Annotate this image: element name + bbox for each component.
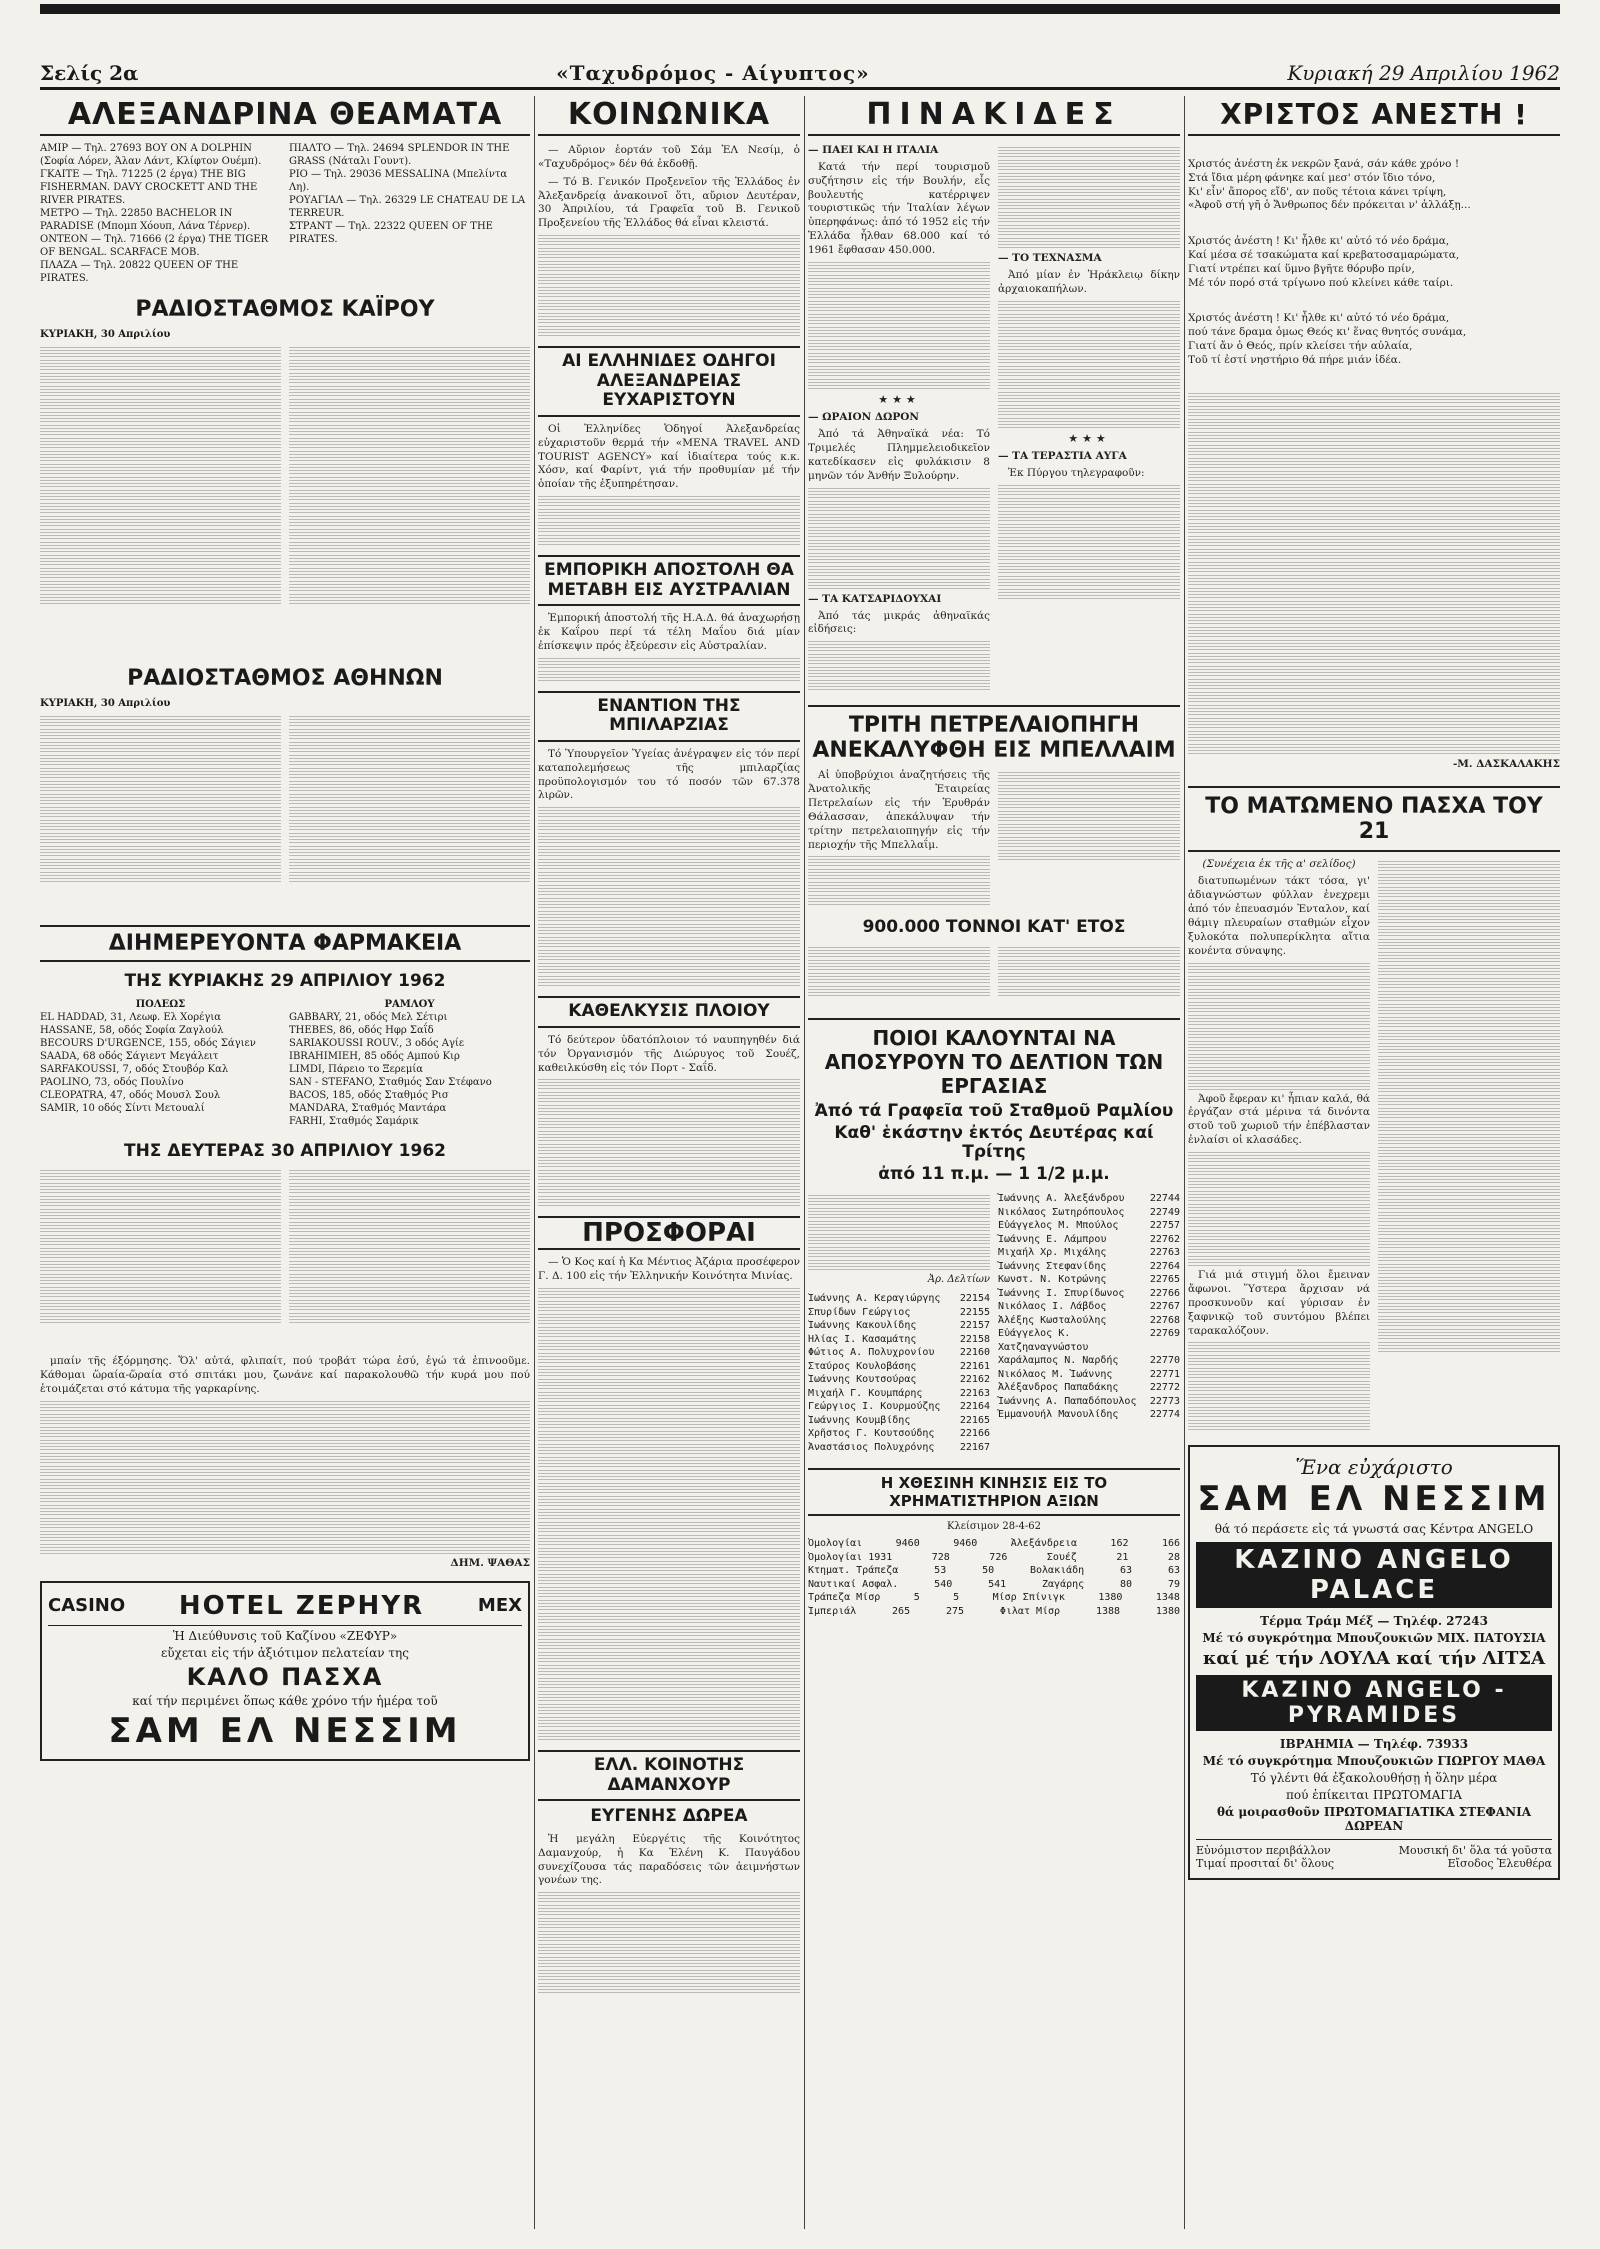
labor-row: Κωνστ. Ν. Κοτρώνης 22765 <box>998 1274 1180 1286</box>
ad-angelo-addr2: ΙΒΡΑΗΜΙΑ — Τηλέφ. 73933 <box>1279 1737 1469 1752</box>
labor-row: Χαράλαμπος Ν. Ναρδής 22770 <box>998 1355 1180 1367</box>
bilharzia-heading: ΕΝΑΝΤΙΟΝ ΤΗΣ ΜΠΙΛΑΡΖΙΑΣ <box>538 691 800 742</box>
oil-tons: 900.000 ΤΟΝΝΟΙ ΚΑΤ' ΕΤΟΣ <box>862 917 1126 938</box>
story-text: Γιά μιά στιγμή ὅλοι ἔμειναν ἄφωνοι. Ὕστερα ἄρχισαν νά προσκυνοῦν καί γύρισαν ἐν ξαφνικῷ τοῦ συντόμου βλέπει ταρακαλόζουν. <box>1188 1269 1370 1337</box>
pharmacy-entry: MANDARA, Σταθμός Μαντάρα <box>289 1102 447 1114</box>
community-subheading: ΕΥΓΕΝΗΣ ΔΩΡΕΑ <box>590 1806 748 1827</box>
ad-angelo-orch1b: καί μέ τήν ΛΟΥΛΑ καί τήν ΛΙΤΣΑ <box>1202 1648 1546 1670</box>
labor-row: Ἰωάννης Κακουλίδης 22157 <box>808 1320 990 1332</box>
labor-row: Ἀναστάσιος Πολυχρόνης 22167 <box>808 1441 990 1453</box>
cinema-list-right <box>289 142 530 285</box>
labor-sub3: ἀπό 11 π.μ. — 1 1/2 μ.μ. <box>878 1163 1110 1184</box>
labor-row: Ἐμμανουήλ Μανουλίδης 22774 <box>998 1409 1180 1421</box>
poem-stanza: Χριστός ἀνέστη ! Κι' ἦλθε κι' αὐτό τό νέο δράμα, Καί μέσα σέ τσακώματα καί κρεβατοσαμαρώματα, Γιατί ντρέπει καί ὕμνο βγῆτε θόρυβο πρίν, Μέ τόν πορό στά τρίγωνο πού κλείνει κάθε ταίρι. <box>1188 235 1460 289</box>
stock-row: Κτηματ. Τράπεζα 53 50 Βολακιάδη 63 63 <box>808 1565 1180 1577</box>
poem-author: -Μ. ΔΑΣΚΑΛΑΚΗΣ <box>1452 757 1560 770</box>
labor-sub1: Ἀπό τά Γραφεῖα τοῦ Σταθμοῦ Ραμλίου <box>814 1100 1174 1121</box>
social-notice: — Αὔριον ἑορτάν τοῦ Σάμ ἘΛ Νεσίμ, ὁ «Ταχυδρόμος» δέν θά ἐκδοθῇ. <box>538 144 800 170</box>
pharmacy-list-ramleh <box>289 998 530 1128</box>
gift-text: Ἀπό τά Ἀθηναϊκά νέα: Τό Τριμελές Πλημμελειοδικεῖον κατεδίκασεν εἰς φυλάκισιν 8 μηνῶν τόν Ἀνθήν Ξυλούρην. <box>808 428 990 482</box>
story-text: Ἀφοῦ ἔφεραν κι' ἦπιαν καλά, θά ἐργάζαν στά μέρινα τά δινόντα στοῦ τοῦ χωριοῦ τήν ἐπέβλασταν ἐνλαίσι οἱ κλασάδες. <box>1188 1092 1370 1147</box>
offers-heading: ΠΡΟΣΦΟΡΑΙ <box>538 1216 800 1250</box>
ad-angelo-orch1: Μέ τό συγκρότημα Μπουζουκιῶν ΜΙΧ. ΠΑΤΟΥΣΙΑ <box>1202 1631 1546 1646</box>
column-notes <box>808 96 1180 2226</box>
column-rule <box>534 96 535 2229</box>
pharmacies-heading: ΔΙΗΜΕΡΕΥΟΝΤΑ ΦΑΡΜΑΚΕΙΑ <box>40 925 530 962</box>
pharmacy-entry: PAOLINO, 73, οδός Πουλίνο <box>40 1076 184 1088</box>
labor-sub2: Καθ' ἑκάστην ἐκτός Δευτέρας καί Τρίτης <box>834 1122 1154 1163</box>
labor-row: Μιχαήλ Γ. Κουμπάρης 22163 <box>808 1387 990 1399</box>
cinema-listing: ΑΜΙΡ — Τηλ. 27693 BOY ON A DOLPHIN (Σοφία Λόρεν, Άλαν Λάντ, Κλίφτον Ουέμπ). <box>40 143 262 167</box>
oil-heading-2: ΑΝΕΚΑΛΥΦΘΗ ΕΙΣ ΜΠΕΛΛΑΙΜ <box>812 738 1176 764</box>
stock-date: Κλείσιμον 28-4-62 <box>946 1521 1041 1533</box>
stock-row: Ναυτικαί Ασφαλ. 540 541 Ζαγάρης 80 79 <box>808 1578 1180 1590</box>
ad-angelo-foot: Εἴσοδος Ἐλευθέρα <box>1447 1857 1552 1871</box>
ship-heading: ΚΑΘΕΛΚΥΣΙΣ ΠΛΟΙΟΥ <box>538 996 800 1028</box>
labor-names-list-b <box>998 1192 1180 1454</box>
labor-row: Νικόλαος Ι. Λάβδος 22767 <box>998 1301 1180 1313</box>
easter-sketch-text: μπαίν τῆς έξόρμησης. Ὅλ' αὐτά, φλιπαίτ, πού τροβάτ τώρα ἐσύ, ἐγώ τά ἐπινοοῦμε. Κάθομαι ὥραία-ὥραία στό σπιτάκι μου, ζωνάνε καί παρακολουθῶ τήν κυρά μου πού ἑτοιμάζεται στό κάτυμα τῆς γαρκαρίνης. <box>40 1355 530 1395</box>
labor-row: Φώτιος Α. Πολυχρονίου 22160 <box>808 1347 990 1359</box>
labor-row: Εὐάγγελος Μ. Μπούλος 22757 <box>998 1220 1180 1232</box>
ad-zephyr-line1: Ἡ Διεύθυνσις τοῦ Καζίνου «ΖΕΦΥΡ» <box>172 1628 398 1643</box>
column-rule <box>804 96 805 2229</box>
column-easter <box>1188 96 1560 2226</box>
separator-stars: ★★★ <box>1068 431 1110 445</box>
ad-angelo-sub: θά τό περάσετε εἰς τά γνωστά σας Κέντρα ANGELO <box>1214 1522 1534 1537</box>
easter-poem <box>1188 144 1560 390</box>
katsar-text: Ἀπό τάς μικράς ἀθηναϊκάς εἰδήσεις: <box>808 609 990 636</box>
labor-row: Νικόλαος Μ. Ἰωάννης 22771 <box>998 1368 1180 1380</box>
top-rule <box>40 4 1560 14</box>
eggs-subheading: Ἐκ Πύργου τηλεγραφοῦν: <box>1008 466 1145 479</box>
pharmacy-list-city <box>40 998 281 1128</box>
stock-row: Τράπεζα Μίσρ 5 5 Μίσρ Σπίνιγκ 1380 1348 <box>808 1592 1180 1604</box>
story-continuation: (Συνέχεια ἐκ τῆς α' σελίδος) <box>1202 857 1356 870</box>
labor-row: Ἰωάννης Α. Ἀλεξάνδρου 22744 <box>998 1193 1180 1205</box>
pharmacy-monday-list <box>40 1167 530 1347</box>
guides-text: Οἱ Ἑλληνίδες Ὁδηγοί Ἀλεξανδρείας εὐχαριστοῦν θερμά τήν «MENA TRAVEL AND TOURIST AGENCY» καί ἰδιαίτερα τούς κ.κ. Χόσν, καί Φαρίντ, γιά τήν προθυμίαν μέ τήν ὁποίαν τῆς ἐξυπηρέτησαν. <box>538 422 800 491</box>
pharmacy-entry: EL HADDAD, 31, Λεωφ. Ελ Χορέγια <box>40 1011 222 1023</box>
cinema-listing: ΜΕΤΡΟ — Τηλ. 22850 BACHELOR IN PARADISE (Μπομπ Χόουπ, Λάνα Τέρνερ). <box>40 208 251 232</box>
radio-athens-day: ΚΥΡΙΑΚΗ, 30 Απριλίου <box>40 698 171 709</box>
ad-zephyr-holiday: ΣΑΜ ΕΛ ΝΕΣΣΙΜ <box>108 1710 462 1751</box>
district-label: ΠΟΛΕΩΣ <box>135 998 186 1010</box>
ad-angelo-brand1: ΚΑΖΙΝΟ ANGELO PALACE <box>1196 1542 1552 1608</box>
labor-row: Ἠλίας Ι. Κασαμάτης 22158 <box>808 1333 990 1345</box>
cinema-listing: ΟΝΤΕΟΝ — Τηλ. 71666 (2 έργα) THE TIGER OF BENGAL. SCARFACE MOB. <box>40 234 269 258</box>
column-rule <box>1184 96 1185 2229</box>
ad-zephyr-casino: CASINO <box>48 1595 126 1617</box>
ad-zephyr-brand: HOTEL ZEPHYR <box>178 1590 425 1621</box>
entertainment-title: ΑΛΕΞΑΝΔΡΙΝΑ ΘΕΑΜΑΤΑ <box>40 96 530 136</box>
ad-angelo <box>1188 1445 1560 1880</box>
katsar-heading: — ΤΑ ΚΑΤΣΑΡΙΔΟΥΧΑΙ <box>808 592 942 605</box>
story-text: διατυπωμένων τάκτ τόσα, γι' ἀδιαγνώστων φύλλαν ἐνεχρεμι ἀπό τόν ἐπευασμόν Ἐνταλον, καί θάμιγ πλευραίων σταθμών εἶχον ξυλοκότα πολυπερίκλητα αἴτια κονέντα σύναψης. <box>1188 875 1370 957</box>
labor-row: Ἰωάννης Κουτσούρας 22162 <box>808 1374 990 1386</box>
ad-angelo-orch2b: Τό γλέντι θά ἐξακολουθήσῃ ἡ ὅλην μέρα <box>1250 1771 1498 1786</box>
stock-heading: Η ΧΘΕΣΙΝΗ ΚΙΝΗΣΙΣ ΕΙΣ ΤΟ ΧΡΗΜΑΤΙΣΤΗΡΙΟΝ ΑΞΙΩΝ <box>808 1468 1180 1516</box>
radio-athens-heading: ΡΑΔΙΟΣΤΑΘΜΟΣ ΑΘΗΝΩΝ <box>127 666 443 691</box>
labor-row: Χρῆστος Γ. Κουτσούδης 22166 <box>808 1428 990 1440</box>
notes-title: ΠΙΝΑΚΙΔΕΣ <box>808 96 1180 136</box>
ad-hotel-zephyr <box>40 1581 530 1761</box>
community-heading: ΕΛΛ. ΚΟΙΝΟΤΗΣ ΔΑΜΑΝΧΟΥΡ <box>538 1750 800 1801</box>
oil-text: Αἱ ὑποβρύχιοι ἀναζητήσεις τῆς Ἀνατολικῆς Ἑταιρείας Πετρελαίων εἰς τήν Ἐρυθράν Θάλασσαν, ἀπεκάλυψαν τήν τρίτην πετρελαιοπηγήν εἰς τήν περιοχήν τῆς Μπελλαΐμ. <box>808 769 990 851</box>
trade-heading: ΕΜΠΟΡΙΚΗ ΑΠΟΣΤΟΛΗ ΘΑ ΜΕΤΑΒΗ ΕΙΣ ΑΥΣΤΡΑΛΙΑΝ <box>538 555 800 606</box>
pharmacy-entry: THEBES, 86, οδός Ηφρ Σαΐδ <box>289 1024 434 1036</box>
ad-angelo-foot: Μουσική δι' ὅλα τά γοῦστα <box>1398 1844 1552 1858</box>
radio-cairo-heading: ΡΑΔΙΟΣΤΑΘΜΟΣ ΚΑΪΡΟΥ <box>135 297 435 322</box>
offers-text: — Ὁ Κος καί ἡ Κα Μέντιος Ἀζάρια προσέφερον Γ. Δ. 100 εἰς τήν Ἑλληνικήν Κοινότητα Μινίας. <box>538 1256 800 1283</box>
ad-angelo-foot: Τιμαί προσιταί δι' ὅλους <box>1196 1857 1335 1871</box>
stock-row: Ὀμολογίαι 1931 728 726 Σουέζ 21 28 <box>808 1551 1180 1563</box>
district-label: ΡΑΜΛΟΥ <box>384 998 435 1010</box>
labor-row: Μιχαήλ Χρ. Μιχάλης 22763 <box>998 1247 1180 1259</box>
cinema-listing: ΓΚΑΙΤΕ — Τηλ. 71225 (2 έργα) THE BIG FISHERMAN. DAVY CROCKETT AND THE RIVER PIRATES. <box>40 169 258 206</box>
guides-heading: ΑΙ ΕΛΛΗΝΙΔΕΣ ΟΔΗΓΟΙ ΑΛΕΞΑΝΔΡΕΙΑΣ ΕΥΧΑΡΙΣΤΟΥΝ <box>538 346 800 417</box>
ad-zephyr-greeting: ΚΑΛΟ ΠΑΣΧΑ <box>186 1662 384 1691</box>
italy-text: Κατά τήν περί τουρισμοῦ συζήτησιν εἰς τήν Βουλήν, εἷς βουλευτής κατέρριψεν τουριστικῶς τήν Ἰταλίαν λέγων ὑπερηφάνως: ἀπό τό 1952 εἰς τήν Ἑλλάδα ἦλθαν 68.000 καί τό 1961 ἔφθασαν 450.000. <box>808 160 990 257</box>
bilharzia-text: Τό Ὑπουργεῖον Ὑγείας ἀνέγραψεν εἰς τόν περί καταπολεμήσεως τῆς μπιλαρζίας προϋπολογισμόν του τό ποσόν τῶν 67.378 λιρῶν. <box>538 747 800 802</box>
labor-row: Ἰωάννης Α. Κεραγιώργης 22154 <box>808 1293 990 1305</box>
labor-row: Σπυρίδων Γεώργιος 22155 <box>808 1306 990 1318</box>
pharmacy-entry: CLEOPATRA, 47, οδός Μουσλ Σουλ <box>40 1089 221 1101</box>
labor-row: Ἰωάννης Ε. Λάμπρου 22762 <box>998 1233 1180 1245</box>
pharmacy-entry: IBRAHIMIEH, 85 οδός Αμπού Κιρ <box>289 1050 460 1062</box>
labor-heading: ΠΟΙΟΙ ΚΑΛΟΥΝΤΑΙ ΝΑ ΑΠΟΣΥΡΟΥΝ ΤΟ ΔΕΛΤΙΟΝ ΤΩΝ ΕΡΓΑΣΙΑΣ <box>808 1018 1180 1098</box>
ad-zephyr-line2: εὔχεται εἰς τήν ἀξιότιμον πελατείαν της <box>161 1645 409 1660</box>
ad-zephyr-location: MEX <box>477 1595 522 1617</box>
labor-row: Ἀλέξανδρος Παπαδάκης 22772 <box>998 1382 1180 1394</box>
stock-row: Ὀμολογίαι 9460 9460 Ἀλεξάνδρεια 162 166 <box>808 1538 1180 1550</box>
ad-angelo-addr1: Τέρμα Τράμ Μέξ — Τηλέφ. 27243 <box>1260 1614 1488 1629</box>
story-heading: ΤΟ ΜΑΤΩΜΕΝΟ ΠΑΣΧΑ ΤΟΥ 21 <box>1188 786 1560 852</box>
pharmacy-entry: SAADA, 68 οδός Σάγιεντ Μεγάλειτ <box>40 1050 219 1062</box>
pharmacy-entry: GABBARY, 21, οδός Μελ Σέτιρι <box>289 1011 448 1023</box>
column-social <box>538 96 800 2226</box>
labor-row: Ἰωάννης Α. Παπαδόπουλος 22773 <box>998 1395 1180 1407</box>
pharmacy-entry: SARFAKOUSSI, 7, οδός Στουβόρ Καλ <box>40 1063 229 1075</box>
labor-row: Νικόλαος Σωτηρόπουλος 22749 <box>998 1206 1180 1218</box>
labor-row: Σταύρος Κουλοβάσης 22161 <box>808 1360 990 1372</box>
tip-heading: — ΤΟ ΤΕΧΝΑΣΜΑ <box>998 252 1102 264</box>
cinema-listing: ΠΛΑΖΑ — Τηλ. 20822 QUEEN OF THE PIRATES. <box>40 260 239 284</box>
separator-stars: ★★★ <box>878 392 920 406</box>
issue-date: Κυριακή 29 Απριλίου 1962 <box>1287 61 1560 85</box>
labor-row: Ἰωάννης Ι. Σπυρίδωνος 22766 <box>998 1287 1180 1299</box>
labor-row: Γεώργιος Ι. Κουρμούζης 22164 <box>808 1401 990 1413</box>
labor-signature: Ἀρ. Δελτίων <box>927 1274 990 1286</box>
pharmacy-entry: LIMDI, Πάρειο το Ξερεμία <box>289 1063 423 1075</box>
italy-heading: — ΠΑΕΙ ΚΑΙ Η ΙΤΑΛΙΑ <box>808 144 939 156</box>
ad-angelo-foot: Εὐνόμιστον περιβάλλον <box>1196 1844 1331 1858</box>
running-head <box>40 60 1560 90</box>
cinema-listing: ΡΟΥΑΓΙΑΛ — Τηλ. 26329 LE CHATEAU DE LA TERREUR. <box>289 195 526 219</box>
labor-row: Εὐάγγελος Κ. Χατζηαναγνώστου 22769 <box>998 1328 1180 1353</box>
tip-text: Ἀπό μίαν ἐν Ἠράκλειῳ δίκην ἀρχαιοκαπήλων. <box>998 268 1180 295</box>
labor-row: Ἰωάννης Κουμβίδης 22165 <box>808 1414 990 1426</box>
pharmacy-entry: BACOS, 185, οδός Σταθμός Ρισ <box>289 1089 449 1101</box>
labor-row: Ἀλέξης Κωσταλούλης 22768 <box>998 1314 1180 1326</box>
stock-row: Ἰμπεριάλ 265 275 Φιλατ Μίσρ 1388 1380 <box>808 1605 1180 1617</box>
ad-angelo-top: Ἕνα εὐχάριστο <box>1295 1455 1453 1480</box>
cinema-listing: ΠΙΑΛΤΟ — Τηλ. 24694 SPLENDOR IN THE GRASS (Νάταλι Γουντ). <box>289 143 510 167</box>
ad-angelo-orch2: Μέ τό συγκρότημα Μπουζουκιῶν ΓΙΩΡΓΟΥ ΜΑΘΑ <box>1202 1754 1546 1769</box>
easter-poem-title: ΧΡΙΣΤΟΣ ΑΝΕΣΤΗ ! <box>1188 96 1560 136</box>
pharmacies-sunday: ΤΗΣ ΚΥΡΙΑΚΗΣ 29 ΑΠΡΙΛΙΟΥ 1962 <box>124 971 446 991</box>
ad-angelo-orch2d: θά μοιρασθοῦν ΠΡΩΤΟΜΑΓΙΑΤΙΚΑ ΣΤΕΦΑΝΙΑ ΔΩΡΕΑΝ <box>1216 1805 1532 1834</box>
cinema-listing: ΣΤΡΑΝΤ — Τηλ. 22322 QUEEN OF THE PIRATES. <box>289 221 493 245</box>
ad-zephyr-line3: καί τήν περιμένει ὅπως κάθε χρόνο τήν ἡμέρα τοῦ <box>132 1693 438 1708</box>
ad-angelo-title: ΣΑΜ ΕΛ ΝΕΣΣΙΜ <box>1197 1479 1551 1520</box>
social-title: ΚΟΙΝΩΝΙΚΑ <box>538 96 800 136</box>
stock-table <box>808 1537 1180 1618</box>
easter-sketch-author: ΔΗΜ. ΨΑΘΑΣ <box>450 1556 530 1569</box>
pharmacy-entry: HASSANE, 58, οδός Σοφία Ζαγλούλ <box>40 1024 224 1036</box>
pharmacy-entry: SARIAKOUSSI ROUV., 3 οδός Αγίε <box>289 1037 465 1049</box>
poem-stanza: Χριστός ἀνέστη ! Κι' ἦλθε κι' αὐτό τό νέο δράμα, πού τάνε δραμα ὁμως Θεός κι' ἕνας θνητός συνάμα, Γιατί ἄν ὁ Θεός, πρίν κλείσει τήν αὐλαία, Τοῦ τί ἐστί νηστήριο θά πήρε μιάν ἰδέα. <box>1188 312 1467 367</box>
poem-stanza: Χριστός ἀνέστη ἐκ νεκρῶν ξανά, σάν κάθε χρόνο ! Στά ἴδια μέρη φάνηκε καί μεσ' στόν ἴδιο τόνο, Κι' εἶν' ἄπορος εἴδ', αν ποῦς τέτοια κάνει τρίψη, «Ἀφοῦ στή γῆ ὁ Ἄνθρωπος δέν πρόκειται ν' ἀλλάξῃ... <box>1188 157 1471 212</box>
pharmacy-entry: SAN - STEFANO, Σταθμός Σαν Στέφανο <box>289 1076 492 1088</box>
paper-name: «Ταχυδρόμος - Αίγυπτος» <box>556 61 870 85</box>
ad-angelo-orch2c: πού ἐπίκειται ΠΡΩΤΟΜΑΓΙΑ <box>1286 1788 1462 1803</box>
pharmacies-monday: ΤΗΣ ΔΕΥΤΕΡΑΣ 30 ΑΠΡΙΛΙΟΥ 1962 <box>123 1140 446 1161</box>
trade-text: Ἐμπορική ἀποστολή τῆς Η.Α.Δ. θά ἀναχωρήσῃ ἐκ Καΐρου περί τά τέλη Μαΐου διά μίαν ἐπίσκεψιν πρός ἐξεύρεσιν εἰς Αὐστραλίαν. <box>538 612 800 652</box>
pharmacy-entry: BECOURS D'URGENCE, 155, οδός Σάγιεν <box>40 1037 256 1049</box>
gift-heading: — ΩΡΑΙΟΝ ΔΩΡΟΝ <box>808 411 919 424</box>
oil-heading: ΤΡΙΤΗ ΠΕΤΡΕΛΑΙΟΠΗΓΗ <box>808 705 1180 738</box>
ad-angelo-brand2: ΚΑΖΙΝΟ ANGELO - PYRAMIDES <box>1196 1675 1552 1731</box>
community-text: Ἡ μεγάλη Εὐεργέτις τῆς Κοινότητος Δαμανχούρ, ἡ Κα Ἑλένη Κ. Παυγάδου συνεχίζουσα τάς παραδόσεις τῶν ἀειμνήστων γονέων της. <box>538 1832 800 1887</box>
radio-cairo-day: ΚΥΡΙΑΚΗ, 30 Απριλίου <box>40 329 171 340</box>
column-entertainment <box>40 96 530 2226</box>
social-notice: — Τό Β. Γενικόν Προξενεῖον τῆς Ἑλλάδος ἐν Ἀλεξανδρείᾳ ἀνακοινοῖ ὅτι, αὔριον Δευτέραν, 30 Ἀπριλίου, τά Γραφεῖα τοῦ Β. Γενικοῦ Προξενείου τῆς Ἑλλάδος θά εἶναι κλειστά. <box>538 175 800 230</box>
easter-sketch <box>40 1355 530 1570</box>
cinema-list-left <box>40 142 281 285</box>
pharmacy-entry: SAMIR, 10 οδός Σίντι Μετουαλί <box>40 1102 205 1114</box>
radio-cairo-schedule <box>40 344 530 654</box>
labor-row: Ἰωάννης Στεφανίδης 22764 <box>998 1260 1180 1272</box>
radio-athens-schedule <box>40 713 530 913</box>
labor-names-list-a <box>808 1292 990 1454</box>
page-number: Σελίς 2α <box>40 61 139 85</box>
eggs-heading: — ΤΑ ΤΕΡΑΣΤΙΑ ΑΥΓΑ <box>998 450 1127 463</box>
pharmacy-entry: FARHI, Σταθμός Σαμάρικ <box>289 1115 419 1127</box>
cinema-listing: ΡΙΟ — Τηλ. 29036 MESSALINA (Μπελίντα Λη). <box>289 169 508 193</box>
ship-text: Τό δεύτερον ὑδατόπλοιον τό ναυπηγηθέν διά τόν Ὀργανισμόν τῆς Διώρυγος τοῦ Σουέζ, καθειλκύσθη εἰς τόν Πορτ - Σαΐδ. <box>538 1033 800 1074</box>
